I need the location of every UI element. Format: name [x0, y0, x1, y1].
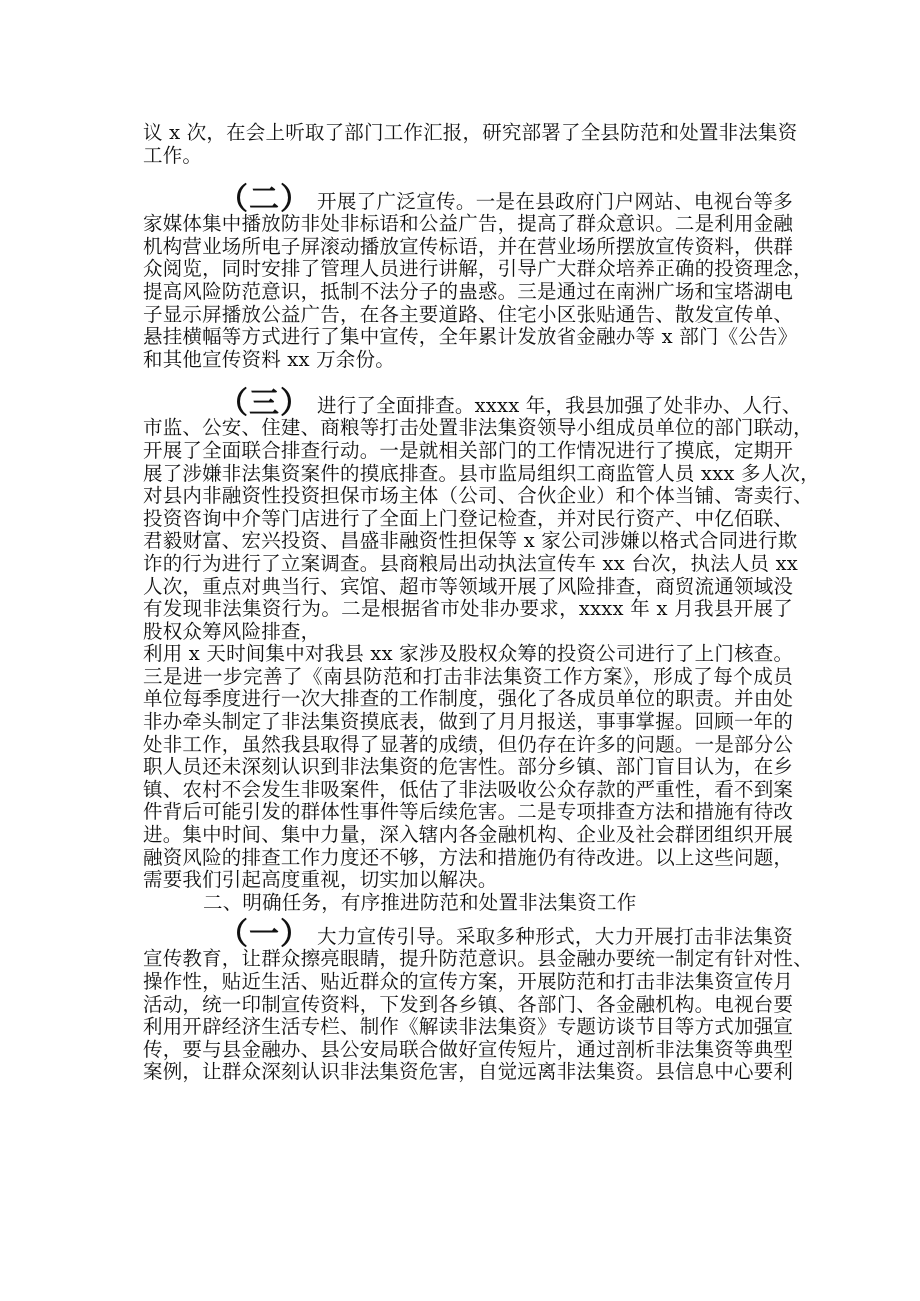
text-line: 职人员还未深刻认识到非法集资的危害性。部分乡镇、部门盲目认为，在乡: [143, 755, 794, 779]
section-first-line: [143, 914, 793, 953]
text-line: 开展了全面联合排查行动。一是就相关部门的工作情况进行了摸底，定期开: [143, 438, 794, 462]
text-line: 进行了全面排查。xxxx 年，我县加强了处非办、人行、: [317, 393, 802, 417]
text-line: 处非工作，虽然我县取得了显著的成绩，但仍存在许多的问题。一是部分公: [143, 732, 794, 756]
section-marker: （一）: [218, 917, 311, 953]
paragraph-continuation: [143, 121, 798, 167]
text-line: 需要我们引起高度重视，切实加以解决。: [143, 868, 498, 892]
text-line: 股权众筹风险排查，: [143, 619, 321, 643]
text-line: 操作性，贴近生活、贴近群众的宣传方案，开展防范和打击非法集资宣传月: [143, 970, 794, 993]
text-line: 市监、公安、住建、商粮等打击处置非法集资领导小组成员单位的部门联动，: [143, 416, 813, 440]
section-er: [143, 179, 813, 371]
text-line: 利用 x 天时间集中对我县 xx 家涉及股权众筹的投资公司进行了上门核查。: [143, 642, 794, 666]
text-line: 活动，统一印制宣传资料，下发到各乡镇、各部门、各金融机构。电视台要: [143, 992, 794, 1016]
section-heading: 二、明确任务，有序推进防范和处置非法集资工作: [203, 890, 637, 914]
text-line: 众阅览，同时安排了管理人员进行讲解，引导广大群众培养正确的投资理念，: [143, 257, 813, 281]
text-line: 人次，重点对典当行、宾馆、超市等领域开展了风险排查，商贸流通领域没: [143, 574, 794, 598]
text-line: 悬挂横幅等方式进行了集中宣传，全年累计发放省金融办等 x 部门《公告》: [143, 325, 798, 349]
text-line: 镇、农村不会发生非吸案件，低估了非法吸收公众存款的严重性，看不到案: [143, 777, 794, 801]
section-first-line: [143, 383, 802, 422]
text-line: 有发现非法集资行为。二是根据省市处非办要求，xxxx 年 x 月我县开展了: [143, 597, 793, 621]
text-line: 提高风险防范意识，抵制不法分子的蛊惑。三是通过在南洲广场和宝塔湖电: [143, 279, 794, 303]
text-line: 展了涉嫌非法集资案件的摸底排查。县市监局组织工商监管人员 xxx 多人次，: [143, 461, 820, 485]
text-line: 大力宣传引导。采取多种形式，大力开展打击非法集资: [317, 924, 793, 948]
section-marker: （二）: [218, 182, 311, 218]
text-line: 机构营业场所电子屏滚动播放宣传标语，并在营业场所摆放宣传资料，供群: [143, 234, 794, 258]
text-line: 家媒体集中播放防非处非标语和公益广告，提高了群众意识。二是利用金融: [143, 212, 794, 236]
text-line: 件背后可能引发的群体性事件等后续危害。二是专项排查方法和措施有待改: [143, 800, 794, 824]
text-line: 投资咨询中介等门店进行了全面上门登记检查，并对民行资产、中亿佰联、: [143, 506, 794, 530]
text-line: 子显示屏播放公益广告，在各主要道路、住宅小区张贴通告、散发宣传单、: [143, 302, 794, 326]
text-line: 工作。: [143, 143, 203, 167]
text-line: 非办牵头制定了非法集资摸底表，做到了月月报送，事事掌握。回顾一年的: [143, 710, 794, 734]
section-san: [143, 383, 820, 892]
text-line: 单位每季度进行一次大排查的工作制度，强化了各成员单位的职责。并由处: [143, 687, 794, 711]
section-marker: （三）: [218, 386, 311, 422]
text-line: 进。集中时间、集中力量，深入辖内各金融机构、企业及社会群团组织开展: [143, 823, 794, 847]
text-line: 议 x 次，在会上听取了部门工作汇报，研究部署了全县防范和处置非法集资: [143, 121, 798, 144]
text-line: 宣传教育，让群众擦亮眼睛，提升防范意识。县金融办要统一制定有针对性、: [143, 947, 813, 971]
text-line: 传，要与县金融办、县公安局联合做好宣传短片，通过剖析非法集资等典型: [143, 1037, 794, 1061]
text-line: 融资风险的排查工作力度还不够，方法和措施仍有待改进。以上这些问题，: [143, 845, 794, 869]
text-line: 开展了广泛宣传。一是在县政府门户网站、电视台等多: [317, 189, 793, 213]
text-line: 君毅财富、宏兴投资、昌盛非融资性担保等 x 家公司涉嫌以格式合同进行欺: [143, 529, 798, 553]
text-line: 诈的行为进行了立案调查。县商粮局出动执法宣传车 xx 台次，执法人员 xx: [143, 551, 798, 575]
text-line: 案例，让群众深刻认识非法集资危害，自觉远离非法集资。县信息中心要利: [143, 1060, 794, 1084]
section-first-line: [143, 179, 793, 218]
text-line: 利用开辟经济生活专栏、制作《解读非法集资》专题访谈节目等方式加强宣: [143, 1015, 794, 1039]
text-line: 三是进一步完善了《南县防范和打击非法集资工作方案》，形成了每个成员: [143, 664, 793, 688]
document-page: [143, 121, 820, 1084]
section-yi: [143, 914, 813, 1084]
text-line: 和其他宣传资料 xx 万余份。: [143, 347, 395, 371]
text-line: 对县内非融资性投资担保市场主体（公司、合伙企业）和个体当铺、寄卖行、: [143, 484, 813, 508]
